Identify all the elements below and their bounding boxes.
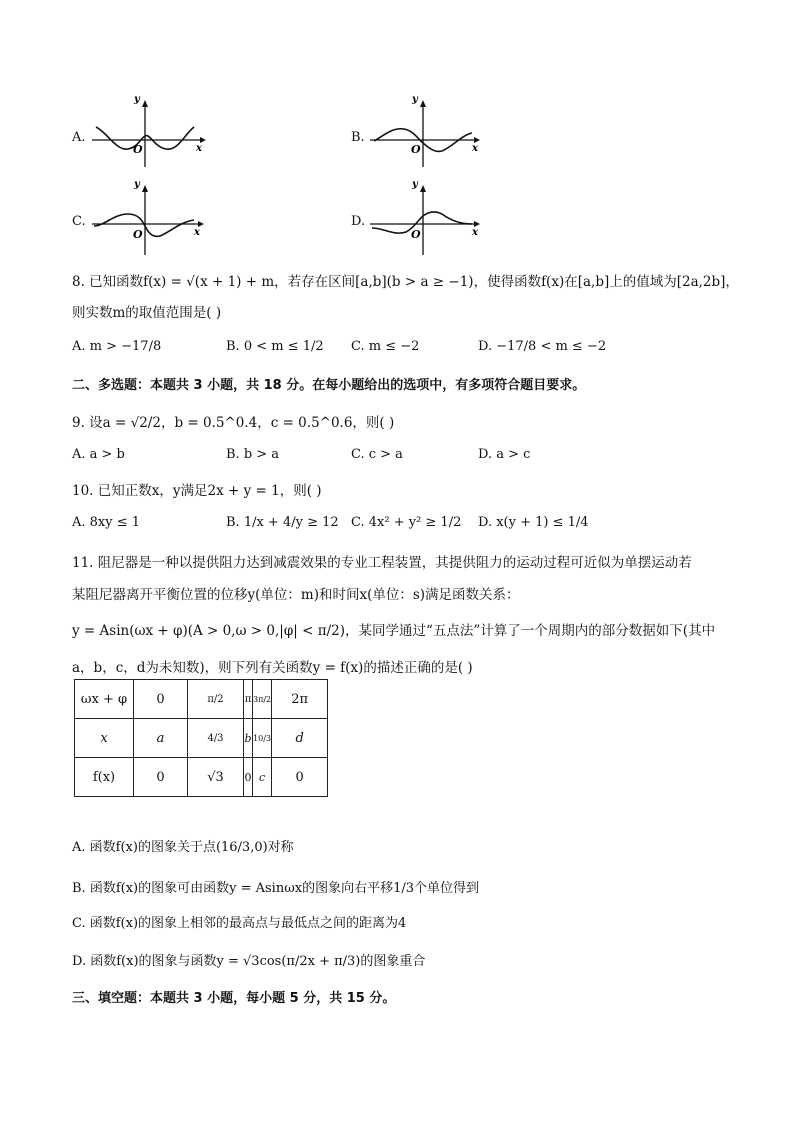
y-label: y xyxy=(412,179,418,190)
x-label: x xyxy=(472,143,478,154)
graph-d-label: D. xyxy=(351,214,366,229)
table-cell: b xyxy=(244,719,253,758)
q11-stem-line2: 某阻尼器离开平衡位置的位移y(单位：m)和时间x(单位：s)满足函数关系： xyxy=(72,587,520,603)
table-cell: d xyxy=(272,719,328,758)
q8-option-c: C. m ≤ −2 xyxy=(351,339,420,354)
table-cell: 0 xyxy=(134,680,188,719)
table-cell: π xyxy=(244,680,253,719)
q10-option-d: D. x(y + 1) ≤ 1/4 xyxy=(478,515,589,530)
graph-c-label: C. xyxy=(72,214,86,229)
table-cell: a xyxy=(134,719,188,758)
origin-label: O xyxy=(133,228,143,241)
x-label: x xyxy=(194,227,200,238)
table-row xyxy=(75,758,328,797)
table-cell: 3π/2 xyxy=(253,680,272,719)
section-3-heading: 三、填空题：本题共 3 小题，每小题 5 分，共 15 分。 xyxy=(72,991,396,1006)
q9-stem: 9. 设a = √2/2，b = 0.5^0.4，c = 0.5^0.6，则( ) xyxy=(72,415,395,431)
q9-option-a: A. a > b xyxy=(72,447,125,462)
table-cell: f(x) xyxy=(75,758,134,797)
q10-option-b: B. 1/x + 4/y ≥ 12 xyxy=(226,515,339,530)
table-cell: 0 xyxy=(244,758,253,797)
y-axis-arrow xyxy=(420,185,426,192)
graph-a xyxy=(90,95,210,175)
q11-option-a: A. 函数f(x)的图象关于点(16/3,0)对称 xyxy=(72,840,294,855)
q9-option-c: C. c > a xyxy=(351,447,403,462)
table-cell: √3 xyxy=(188,758,244,797)
table-row xyxy=(75,719,328,758)
q10-option-a: A. 8xy ≤ 1 xyxy=(72,515,141,530)
curve xyxy=(94,214,194,236)
q8-option-a: A. m > −17/8 xyxy=(72,339,162,354)
table-cell: 2π xyxy=(272,680,328,719)
table-cell: 0 xyxy=(134,758,188,797)
q8-stem-line1: 8. 已知函数f(x) = √(x + 1) + m，若存在区间[a,b](b > a ≥ −1)，使得函数f(x)在[a,b]上的值域为[2a,2b]， xyxy=(72,274,739,290)
graph-d xyxy=(368,180,488,260)
y-label: y xyxy=(412,94,418,105)
q8-stem-line2: 则实数m的取值范围是( ) xyxy=(72,305,222,321)
table-cell: 0 xyxy=(272,758,328,797)
y-axis-arrow xyxy=(142,185,148,192)
origin-label: O xyxy=(133,143,143,156)
q11-option-b: B. 函数f(x)的图象可由函数y = Asinωx的图象向右平移1/3个单位得到 xyxy=(72,881,480,896)
y-label: y xyxy=(134,94,140,105)
y-axis-arrow xyxy=(142,100,148,107)
q8-option-b: B. 0 < m ≤ 1/2 xyxy=(226,339,324,354)
table-row xyxy=(75,680,328,719)
table-cell: x xyxy=(75,719,134,758)
graph-b-label: B. xyxy=(351,130,365,145)
y-label: y xyxy=(134,179,140,190)
x-label: x xyxy=(472,227,478,238)
table-cell: 10/3 xyxy=(253,719,272,758)
q11-stem-line4: a，b，c，d为未知数)，则下列有关函数y = f(x)的描述正确的是( ) xyxy=(72,660,473,676)
q11-stem-line1: 11. 阻尼器是一种以提供阻力达到减震效果的专业工程装置，其提供阻力的运动过程可近似为单摆运动若 xyxy=(72,555,692,571)
table-cell: ωx + φ xyxy=(75,680,134,719)
q11-option-d: D. 函数f(x)的图象与函数y = √3cos(π/2x + π/3)的图象重合 xyxy=(72,954,426,969)
q10-option-c: C. 4x² + y² ≥ 1/2 xyxy=(351,515,462,530)
q10-stem: 10. 已知正数x，y满足2x + y = 1，则( ) xyxy=(72,483,322,499)
q9-option-d: D. a > c xyxy=(478,447,531,462)
graph-b xyxy=(368,95,488,175)
five-point-table xyxy=(74,679,328,797)
curve xyxy=(372,212,472,233)
origin-label: O xyxy=(411,228,421,241)
q11-stem-line3: y = Asin(ωx + φ)(A > 0,ω > 0,|φ| < π/2)，某同学通过“五点法”计算了一个周期内的部分数据如下(其中 xyxy=(72,623,716,639)
q8-option-d: D. −17/8 < m ≤ −2 xyxy=(478,339,607,354)
x-label: x xyxy=(196,143,202,154)
q11-option-c: C. 函数f(x)的图象上相邻的最高点与最低点之间的距离为4 xyxy=(72,916,407,931)
table-cell: 4/3 xyxy=(188,719,244,758)
graph-c xyxy=(90,180,210,260)
origin-label: O xyxy=(411,143,421,156)
table-cell: c xyxy=(253,758,272,797)
section-2-heading: 二、多选题：本题共 3 小题，共 18 分。在每小题给出的选项中，有多项符合题目要求。 xyxy=(72,378,586,393)
table-cell: π/2 xyxy=(188,680,244,719)
graph-a-label: A. xyxy=(72,130,86,145)
y-axis-arrow xyxy=(420,100,426,107)
q9-option-b: B. b > a xyxy=(226,447,280,462)
